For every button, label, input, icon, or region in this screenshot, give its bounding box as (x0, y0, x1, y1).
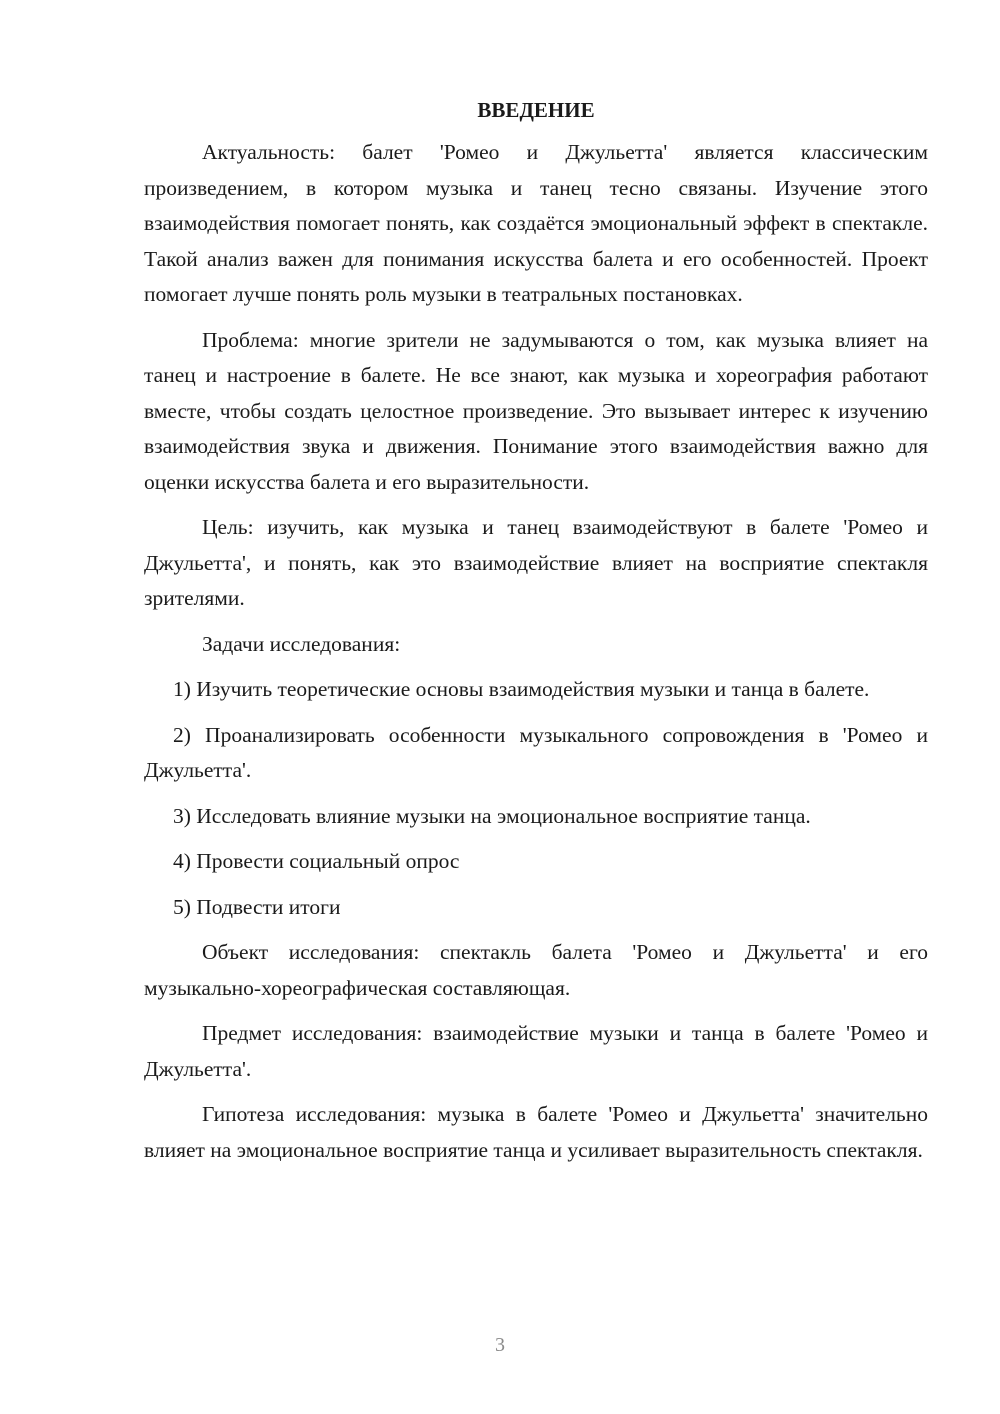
object-paragraph: Объект исследования: спектакль балета 'Ромео и Джульетта' и его музыкально-хореографическая составляющая. (144, 940, 928, 1000)
section-title: ВВЕДЕНИЕ (477, 98, 595, 122)
task-item: 2) Проанализировать особенности музыкального сопровождения в 'Ромео и Джульетта'. (144, 722, 928, 782)
tasks-heading: Задачи исследования: (202, 631, 401, 656)
task-item: 1) Изучить теоретические основы взаимодействия музыки и танца в балете. (173, 677, 870, 701)
task-item: 4) Провести социальный опрос (173, 849, 460, 873)
task-item: 3) Исследовать влияние музыки на эмоциональное восприятие танца. (173, 803, 811, 828)
relevance-paragraph: Актуальность: балет 'Ромео и Джульетта' является классическим произведением, в котором музыка и танец тесно связаны. Изучение этого взаимодействия помогает понять, как создаётся эмоциональный эффект в спектакле. Такой анализ важен для понимания искусства балета и его особенностей. Проект помогает лучше понять роль музыки в театральных постановках. (144, 140, 928, 306)
page-number: 3 (495, 1334, 505, 1356)
hypothesis-paragraph: Гипотеза исследования: музыка в балете 'Ромео и Джульетта' значительно влияет на эмоциональное восприятие танца и усиливает выразительность спектакля. (144, 1102, 928, 1162)
page-content (144, 96, 928, 1178)
subject-paragraph: Предмет исследования: взаимодействие музыки и танца в балете 'Ромео и Джульетта'. (144, 1021, 928, 1081)
task-item: 5) Подвести итоги (173, 894, 341, 919)
goal-paragraph: Цель: изучить, как музыка и танец взаимодействуют в балете 'Ромео и Джульетта', и понять, как это взаимодействие влияет на восприятие спектакля зрителями. (144, 515, 928, 610)
problem-paragraph: Проблема: многие зрители не задумываются о том, как музыка влияет на танец и настроение в балете. Не все знают, как музыка и хореография работают вместе, чтобы создать целостное произведение. Это вызывает интерес к изучению взаимодействия звука и движения. Понимание этого взаимодействия важно для оценки искусства балета и его выразительности. (144, 327, 928, 494)
